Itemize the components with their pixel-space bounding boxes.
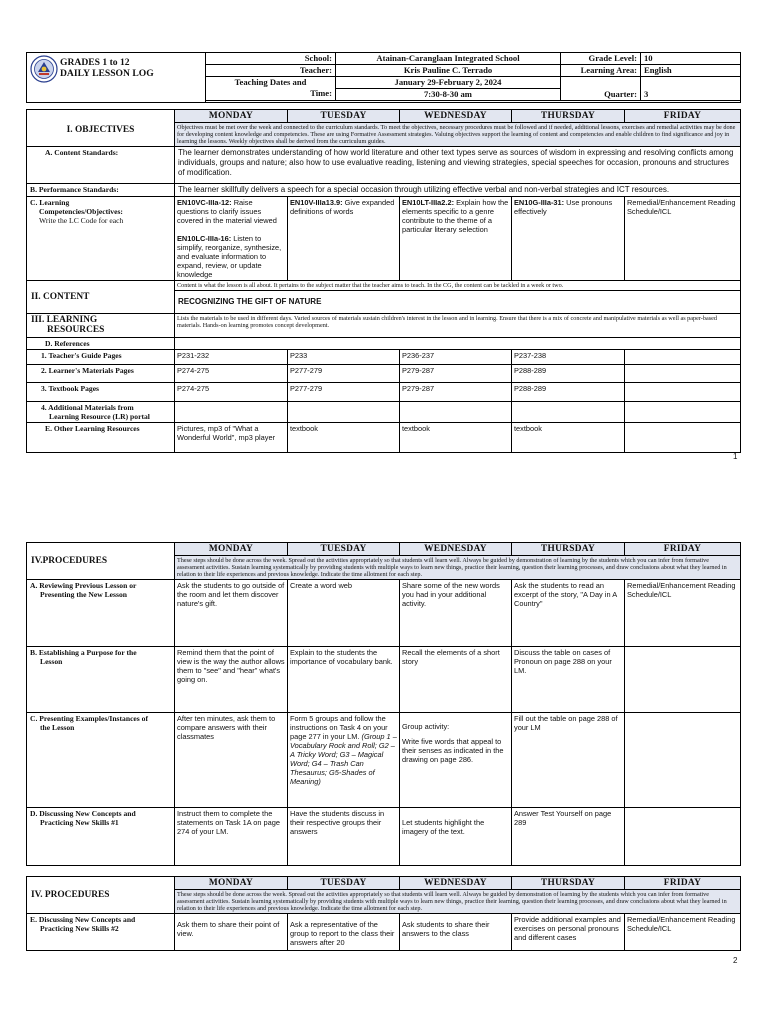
lc-friday: Remedial/Enhancement Reading Schedule/ICL bbox=[625, 197, 741, 281]
procedures2-note: These steps should be done across the week. Spread out the activities appropriately so that students will learn well. Always be guided by demonstration of learning by the students which you can infer from formative assessment activities. Sustain learning systematically by providing students with multiple ways to learn new things, practice their learning, question their learning processes, and draw conclusions about what they learned in relation to their life experiences and previous knowledge. Indicate the time allotment for each step. bbox=[175, 890, 741, 914]
performance-standards-label: B. Performance Standards: bbox=[27, 184, 175, 197]
lc-wednesday-code: EN10LT-IIIa2.2: bbox=[402, 198, 455, 207]
a-tuesday: Create a word web bbox=[288, 580, 400, 647]
p3-day-thursday: THURSDAY bbox=[512, 877, 625, 890]
a-friday: Remedial/Enhancement Reading Schedule/ICL bbox=[625, 580, 741, 647]
d-wednesday: Let students highlight the imagery of the text. bbox=[400, 808, 512, 866]
tg-tuesday: P233 bbox=[288, 350, 400, 365]
lm-wednesday: P279-287 bbox=[400, 365, 512, 383]
day-friday: FRIDAY bbox=[625, 110, 741, 123]
step-d-line1: D. Discussing New Concepts and bbox=[30, 809, 136, 818]
step-a-label bbox=[27, 580, 175, 647]
lc-wednesday bbox=[400, 197, 512, 281]
add-friday bbox=[625, 402, 741, 423]
additional-materials-label bbox=[27, 402, 175, 423]
tb-wednesday: P279-287 bbox=[400, 383, 512, 402]
lc-monday-code1: EN10VC-IIIa-12: bbox=[177, 198, 232, 207]
lm-monday: P274-275 bbox=[175, 365, 288, 383]
lm-thursday: P288-289 bbox=[512, 365, 625, 383]
step-e-label bbox=[27, 914, 175, 951]
step-c-line2: the Lesson bbox=[40, 723, 75, 732]
learning-competencies-label bbox=[27, 197, 175, 281]
school-value: Atainan-Caranglaan Integrated School bbox=[336, 53, 561, 65]
lc-thursday-text: Use pronouns effectively bbox=[514, 198, 613, 216]
day-monday: MONDAY bbox=[175, 110, 288, 123]
content-standards-text: The learner demonstrates understanding of how world literature and other text types serve as sources of wisdom in expressing and resolving conflicts among individuals, groups and nature; also how to use evaluative reading, listening and viewing strategies, special speeches for occasion, pronouns and structures of modification. bbox=[175, 147, 741, 184]
other-friday bbox=[625, 423, 741, 453]
e-thursday: Provide additional examples and exercises on personal pronouns and different cases bbox=[512, 914, 625, 951]
teacher-label: Teacher: bbox=[206, 65, 336, 77]
b-wednesday: Recall the elements of a short story bbox=[400, 647, 512, 713]
e-friday: Remedial/Enhancement Reading Schedule/ICL bbox=[625, 914, 741, 951]
a-thursday: Ask the students to read an excerpt of the story, "A Day in A Country" bbox=[512, 580, 625, 647]
lc-monday-text1: Raise questions to clarify issues covered in the material viewed bbox=[177, 198, 277, 225]
tb-monday: P274-275 bbox=[175, 383, 288, 402]
e-tuesday: Ask a representative of the group to report to the class their answers after 20 bbox=[288, 914, 400, 951]
content-text: RECOGNIZING THE GIFT OF NATURE bbox=[175, 291, 741, 314]
tg-wednesday: P236-237 bbox=[400, 350, 512, 365]
school-label: School: bbox=[206, 53, 336, 65]
tg-thursday: P237-238 bbox=[512, 350, 625, 365]
dates-label-line1: Teaching Dates and bbox=[234, 77, 307, 87]
step-c-line1: C. Presenting Examples/Instances of bbox=[30, 714, 148, 723]
learners-materials-label: 2. Learner's Materials Pages bbox=[27, 365, 175, 383]
p3-day-friday: FRIDAY bbox=[625, 877, 741, 890]
b-monday: Remind them that the point of view is the way the author allows them to "see" and "hear" what's going on. bbox=[175, 647, 288, 713]
e-monday: Ask them to share their point of view. bbox=[175, 914, 288, 951]
c-tuesday bbox=[288, 713, 400, 808]
p2-day-friday: FRIDAY bbox=[625, 543, 741, 556]
c-monday: After ten minutes, ask them to compare answers with their classmates bbox=[175, 713, 288, 808]
objectives-title: I. OBJECTIVES bbox=[27, 110, 175, 147]
tb-thursday: P288-289 bbox=[512, 383, 625, 402]
title-line-2: DAILY LESSON LOG bbox=[60, 68, 154, 79]
step-a-line1: A. Reviewing Previous Lesson or bbox=[30, 581, 137, 590]
p2-day-monday: MONDAY bbox=[175, 543, 288, 556]
add-monday bbox=[175, 402, 288, 423]
logo-cell bbox=[27, 53, 206, 103]
grade-level-label: Grade Level: bbox=[561, 53, 641, 65]
title-line-1: GRADES 1 to 12 bbox=[60, 57, 130, 68]
lm-friday bbox=[625, 365, 741, 383]
other-monday: Pictures, mp3 of "What a Wonderful World", mp3 player bbox=[175, 423, 288, 453]
other-tuesday: textbook bbox=[288, 423, 400, 453]
step-e-line1: E. Discussing New Concepts and bbox=[30, 915, 136, 924]
lc-label-line3: Write the LC Code for each bbox=[39, 216, 124, 225]
tb-tuesday: P277-279 bbox=[288, 383, 400, 402]
dates-label-line2: Time: bbox=[310, 88, 332, 98]
c-wednesday bbox=[400, 713, 512, 808]
resources-title-line1: III. LEARNING bbox=[31, 315, 98, 325]
page-number-2: 2 bbox=[733, 956, 738, 965]
learning-area-value: English bbox=[641, 65, 741, 77]
c-friday bbox=[625, 713, 741, 808]
step-b-label bbox=[27, 647, 175, 713]
step-b-line2: Lesson bbox=[40, 657, 63, 666]
resources-title bbox=[27, 314, 175, 338]
b-tuesday: Explain to the students the importance of vocabulary bank. bbox=[288, 647, 400, 713]
objectives-note: Objectives must be met over the week and connected to the curriculum standards. To meet the objectives, necessary procedures must be followed and if needed, additional lessons, exercises and remedial activities may be done for developing content knowledge and competencies. These are using Formative Assessment strategies. Valuing objectives support the learning of content and competencies and enable children to find significance and joy in learning the lessons. Weekly objectives shall be derived from the curriculum guides. bbox=[175, 123, 741, 147]
grade-level-value: 10 bbox=[641, 53, 741, 65]
header-info-table bbox=[26, 52, 741, 103]
teacher-value: Kris Pauline C. Terrado bbox=[336, 65, 561, 77]
page2-procedures-table bbox=[26, 542, 741, 866]
add-wednesday bbox=[400, 402, 512, 423]
day-thursday: THURSDAY bbox=[512, 110, 625, 123]
lc-thursday-code: EN10G-IIIa-31: bbox=[514, 198, 565, 207]
lc-monday bbox=[175, 197, 288, 281]
other-resources-label: E. Other Learning Resources bbox=[27, 423, 175, 453]
other-thursday: textbook bbox=[512, 423, 625, 453]
tb-friday bbox=[625, 383, 741, 402]
step-d-line2: Practicing New Skills #1 bbox=[40, 818, 119, 827]
step-a-line2: Presenting the New Lesson bbox=[40, 590, 127, 599]
procedures2-title: IV. PROCEDURES bbox=[27, 877, 175, 914]
dates-label bbox=[206, 77, 336, 101]
day-wednesday: WEDNESDAY bbox=[400, 110, 512, 123]
lm-tuesday: P277-279 bbox=[288, 365, 400, 383]
header-spacer bbox=[206, 101, 741, 103]
p2-day-thursday: THURSDAY bbox=[512, 543, 625, 556]
d-monday: Instruct them to complete the statements on Task 1A on page 274 of your LM. bbox=[175, 808, 288, 866]
additional-materials-line2: Learning Resource (LR) portal bbox=[49, 412, 150, 421]
page1-lesson-table bbox=[26, 109, 741, 453]
d-tuesday: Have the students discuss in their respective groups their answers bbox=[288, 808, 400, 866]
c-tuesday-text: Form 5 groups and follow the instructions on Task 4 on your page 277 in your LM. bbox=[290, 714, 388, 741]
lc-thursday bbox=[512, 197, 625, 281]
tg-monday: P231-232 bbox=[175, 350, 288, 365]
quarter-value: 3 bbox=[641, 77, 741, 101]
p3-day-monday: MONDAY bbox=[175, 877, 288, 890]
c-thursday: Fill out the table on page 288 of your LM bbox=[512, 713, 625, 808]
lc-monday-text2: Listen to simplify, reorganize, synthesize, and evaluate information to expand, review, or update knowledge bbox=[177, 234, 282, 279]
learning-area-label: Learning Area: bbox=[561, 65, 641, 77]
additional-materials-line1: 4. Additional Materials from bbox=[41, 403, 134, 412]
d-thursday: Answer Test Yourself on page 289 bbox=[512, 808, 625, 866]
tg-friday bbox=[625, 350, 741, 365]
c-wednesday-line1: Group activity: bbox=[402, 722, 450, 731]
e-wednesday: Ask students to share their answers to the class bbox=[400, 914, 512, 951]
c-wednesday-line2: Write five words that appeal to their senses as indicated in the drawing on page 286. bbox=[402, 737, 504, 764]
day-tuesday: TUESDAY bbox=[288, 110, 400, 123]
step-d-label bbox=[27, 808, 175, 866]
c-tuesday-groups: (Group 1 – Vocabulary Rock and Roll; G2 – A Tricky Word; G3 – Magical Word; G4 – Trash Can Thesaurus; G5-Shades of Meaning) bbox=[290, 732, 397, 786]
resources-title-line2: RESOURCES bbox=[47, 325, 105, 335]
a-wednesday: Share some of the new words you had in your additional activity. bbox=[400, 580, 512, 647]
p2-day-tuesday: TUESDAY bbox=[288, 543, 400, 556]
teachers-guide-label: 1. Teacher's Guide Pages bbox=[27, 350, 175, 365]
lc-label-line2: Competencies/Objectives: bbox=[39, 207, 123, 216]
d-friday bbox=[625, 808, 741, 866]
textbook-pages-label: 3. Textbook Pages bbox=[27, 383, 175, 402]
references-blank bbox=[175, 338, 741, 350]
lc-wednesday-text: Explain how the elements specific to a genre contribute to the theme of a particular literary selection bbox=[402, 198, 509, 234]
b-thursday: Discuss the table on cases of Pronoun on page 288 on your LM. bbox=[512, 647, 625, 713]
p3-day-tuesday: TUESDAY bbox=[288, 877, 400, 890]
lc-label-line1: C. Learning bbox=[30, 198, 70, 207]
step-c-label bbox=[27, 713, 175, 808]
content-standards-label: A. Content Standards: bbox=[27, 147, 175, 184]
add-thursday bbox=[512, 402, 625, 423]
lc-monday-code2: EN10LC-IIIa-16: bbox=[177, 234, 232, 243]
procedures-note: These steps should be done across the week. Spread out the activities appropriately so that students will learn well. Always be guided by demonstration of learning by the students which you can infer from formative assessment activities. Sustain learning systematically by providing students with multiple ways to learn new things, practice their learning, question their learning processes, and draw conclusions about what they learned in relation to their life experiences and previous knowledge. Indicate the time allotment for each step. bbox=[175, 556, 741, 580]
resources-note: Lists the materials to be used in different days. Varied sources of materials sustain children's interest in the lesson and in learning. Ensure that there is a mix of concrete and manipulative materials as well as paper-based materials. Hands-on learning promotes concept development. bbox=[175, 314, 741, 338]
other-wednesday: textbook bbox=[400, 423, 512, 453]
procedures-title: IV.PROCEDURES bbox=[27, 543, 175, 580]
step-b-line1: B. Establishing a Purpose for the bbox=[30, 648, 137, 657]
content-title: II. CONTENT bbox=[27, 281, 175, 314]
quarter-label: Quarter: bbox=[561, 77, 641, 101]
page2-procedures-table-2 bbox=[26, 876, 741, 951]
references-label: D. References bbox=[27, 338, 175, 350]
time-value: 7:30-8-30 am bbox=[336, 89, 561, 101]
performance-standards-text: The learner skillfully delivers a speech for a special occasion through utilizing effective verbal and non-verbal strategies and ICT resources. bbox=[175, 184, 741, 197]
p2-day-wednesday: WEDNESDAY bbox=[400, 543, 512, 556]
page-number-1: 1 bbox=[733, 452, 738, 461]
lc-tuesday-code: EN10V-IIIa13.9: bbox=[290, 198, 343, 207]
a-monday: Ask the students to go outside of the room and let them discover nature's gift. bbox=[175, 580, 288, 647]
lc-tuesday bbox=[288, 197, 400, 281]
b-friday bbox=[625, 647, 741, 713]
lc-tuesday-text: Give expanded definitions of words bbox=[290, 198, 395, 216]
step-e-line2: Practicing New Skills #2 bbox=[40, 924, 119, 933]
add-tuesday bbox=[288, 402, 400, 423]
p3-day-wednesday: WEDNESDAY bbox=[400, 877, 512, 890]
content-note: Content is what the lesson is all about. It pertains to the subject matter that the teacher aims to teach. In the CG, the content can be tackled in a week or two. bbox=[175, 281, 741, 291]
dates-value: January 29-February 2, 2024 bbox=[336, 77, 561, 89]
